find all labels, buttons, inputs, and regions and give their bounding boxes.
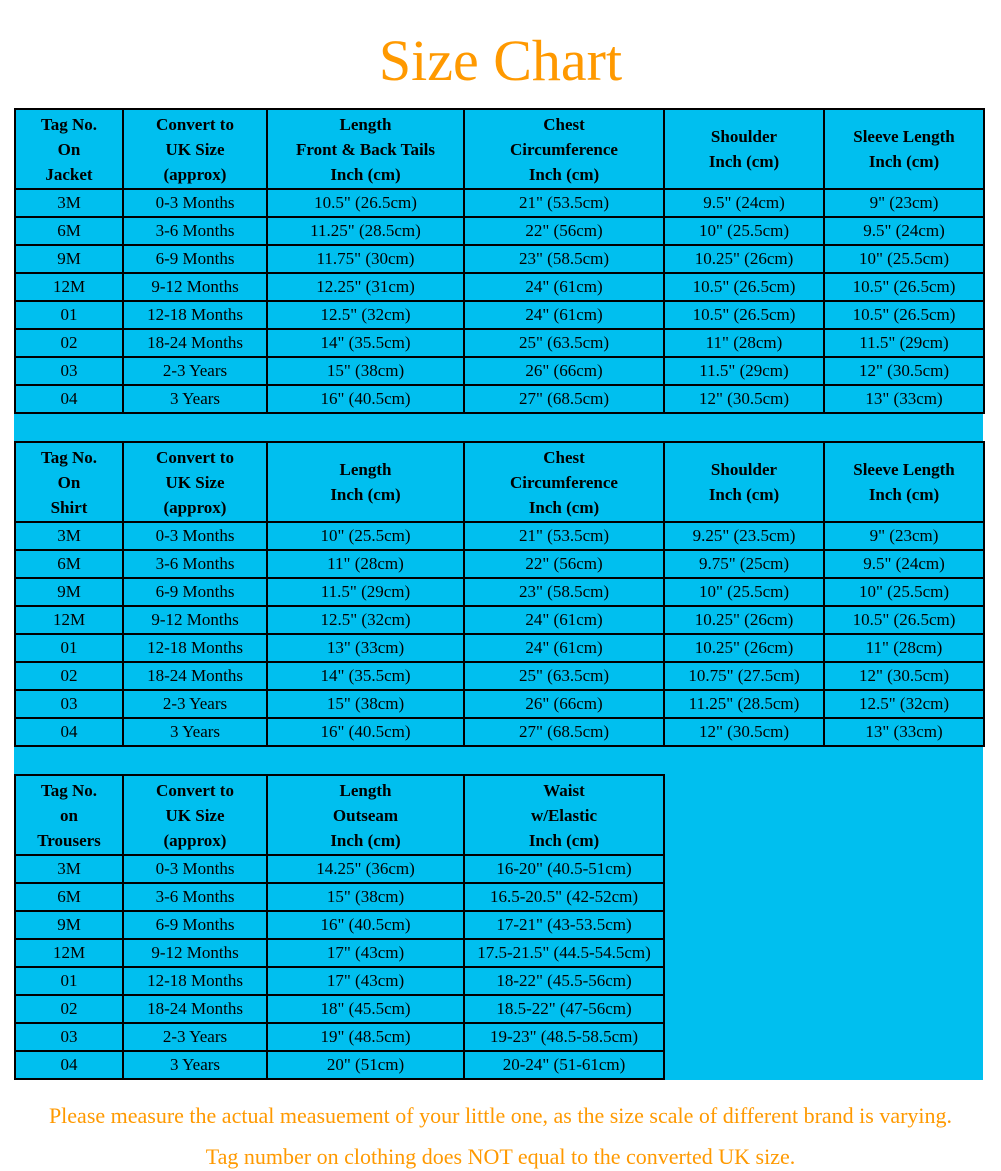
table-cell: 25" (63.5cm) [464,329,664,357]
table-cell: 12-18 Months [123,301,267,329]
table-cell: 19-23" (48.5-58.5cm) [464,1023,664,1051]
table-cell: 6-9 Months [123,578,267,606]
table-cell: 04 [15,385,123,413]
table-cell: 02 [15,662,123,690]
table-cell: 11.25" (28.5cm) [267,217,464,245]
table-cell: 03 [15,357,123,385]
table-row [15,273,984,301]
table-row [15,883,664,911]
table-cell: 10.5" (26.5cm) [824,606,984,634]
column-header: Sleeve Length Inch (cm) [824,442,984,522]
column-header: Shoulder Inch (cm) [664,442,824,522]
table-row [15,967,664,995]
table-row [15,939,664,967]
table-cell: 17" (43cm) [267,967,464,995]
table-cell: 9M [15,245,123,273]
table-cell: 9-12 Months [123,606,267,634]
table-cell: 10.25" (26cm) [664,634,824,662]
table-cell: 11.75" (30cm) [267,245,464,273]
column-header: Tag No. on Trousers [15,775,123,855]
table-cell: 04 [15,1051,123,1079]
table-cell: 24" (61cm) [464,634,664,662]
table-cell: 3 Years [123,1051,267,1079]
table-row [15,995,664,1023]
table-cell: 26" (66cm) [464,690,664,718]
table-cell: 12.5" (32cm) [267,606,464,634]
table-cell: 6-9 Months [123,245,267,273]
table-cell: 20" (51cm) [267,1051,464,1079]
table-cell: 15" (38cm) [267,690,464,718]
table-cell: 12M [15,606,123,634]
table-row [15,634,984,662]
trousers-size-table [14,774,665,1080]
table-cell: 10" (25.5cm) [824,245,984,273]
table-cell: 26" (66cm) [464,357,664,385]
table-cell: 19" (48.5cm) [267,1023,464,1051]
table-cell: 25" (63.5cm) [464,662,664,690]
table-cell: 10.25" (26cm) [664,606,824,634]
table-cell: 10.5" (26.5cm) [824,273,984,301]
table-cell: 15" (38cm) [267,357,464,385]
table-cell: 02 [15,995,123,1023]
column-header: Convert to UK Size (approx) [123,775,267,855]
table-cell: 12" (30.5cm) [824,662,984,690]
table-cell: 11.5" (29cm) [664,357,824,385]
table-cell: 9M [15,911,123,939]
table-cell: 9.5" (24cm) [664,189,824,217]
footer-note-measure: Please measure the actual measuement of your little one, as the size scale of different brand is varying. [48,1103,953,1128]
table-cell: 27" (68.5cm) [464,718,664,746]
size-chart-page [0,26,1001,1171]
table-cell: 22" (56cm) [464,217,664,245]
column-header: Length Inch (cm) [267,442,464,522]
table-cell: 12.25" (31cm) [267,273,464,301]
table-cell: 14" (35.5cm) [267,662,464,690]
table-cell: 6-9 Months [123,911,267,939]
table-cell: 12-18 Months [123,634,267,662]
table-cell: 20-24" (51-61cm) [464,1051,664,1079]
shirt-size-table [14,441,985,747]
table-cell: 9-12 Months [123,273,267,301]
table-cell: 6M [15,883,123,911]
table-row [15,690,984,718]
size-chart-background [14,108,983,1080]
table-row [15,855,664,883]
table-cell: 10.75" (27.5cm) [664,662,824,690]
table-cell: 04 [15,718,123,746]
column-header: Tag No. On Shirt [15,442,123,522]
table-cell: 3-6 Months [123,550,267,578]
table-cell: 01 [15,967,123,995]
table-cell: 24" (61cm) [464,273,664,301]
table-cell: 13" (33cm) [267,634,464,662]
table-cell: 03 [15,690,123,718]
table-cell: 3 Years [123,385,267,413]
table-cell: 12.5" (32cm) [267,301,464,329]
table-cell: 3M [15,522,123,550]
table-row [15,1051,664,1079]
table-cell: 27" (68.5cm) [464,385,664,413]
table-cell: 3-6 Months [123,217,267,245]
table-cell: 16" (40.5cm) [267,385,464,413]
table-row [15,217,984,245]
table-cell: 12" (30.5cm) [824,357,984,385]
table-row [15,245,984,273]
column-header: Chest Circumference Inch (cm) [464,109,664,189]
table-row [15,578,984,606]
table-cell: 9-12 Months [123,939,267,967]
table-row [15,662,984,690]
table-cell: 16-20" (40.5-51cm) [464,855,664,883]
table-row [15,911,664,939]
table-cell: 12.5" (32cm) [824,690,984,718]
table-cell: 2-3 Years [123,357,267,385]
table-row [15,718,984,746]
table-cell: 18-24 Months [123,329,267,357]
column-header: Chest Circumference Inch (cm) [464,442,664,522]
column-header: Waist w/Elastic Inch (cm) [464,775,664,855]
table-cell: 12" (30.5cm) [664,385,824,413]
table-row [15,329,984,357]
table-cell: 15" (38cm) [267,883,464,911]
table-cell: 11.5" (29cm) [267,578,464,606]
header-row [15,109,984,189]
table-cell: 3 Years [123,718,267,746]
table-row [15,550,984,578]
table-cell: 0-3 Months [123,855,267,883]
table-cell: 17" (43cm) [267,939,464,967]
table-cell: 10" (25.5cm) [824,578,984,606]
column-header: Shoulder Inch (cm) [664,109,824,189]
table-cell: 12M [15,939,123,967]
table-cell: 11.25" (28.5cm) [664,690,824,718]
table-cell: 01 [15,301,123,329]
table-cell: 17-21" (43-53.5cm) [464,911,664,939]
table-cell: 9" (23cm) [824,189,984,217]
table-cell: 18-22" (45.5-56cm) [464,967,664,995]
table-cell: 13" (33cm) [824,385,984,413]
page-title: Size Chart [378,28,623,93]
table-cell: 11" (28cm) [267,550,464,578]
table-cell: 16" (40.5cm) [267,911,464,939]
table-cell: 10.5" (26.5cm) [664,301,824,329]
column-header: Tag No. On Jacket [15,109,123,189]
table-cell: 2-3 Years [123,1023,267,1051]
table-cell: 10" (25.5cm) [267,522,464,550]
header-row [15,775,664,855]
table-cell: 18.5-22" (47-56cm) [464,995,664,1023]
footer-notes [0,1102,1001,1171]
table-cell: 6M [15,550,123,578]
table-cell: 9M [15,578,123,606]
table-cell: 0-3 Months [123,189,267,217]
table-cell: 10" (25.5cm) [664,217,824,245]
table-cell: 01 [15,634,123,662]
table-cell: 9.5" (24cm) [824,217,984,245]
table-cell: 6M [15,217,123,245]
table-cell: 12-18 Months [123,967,267,995]
table-cell: 24" (61cm) [464,606,664,634]
table-cell: 10.5" (26.5cm) [267,189,464,217]
column-header: Length Front & Back Tails Inch (cm) [267,109,464,189]
table-cell: 24" (61cm) [464,301,664,329]
table-cell: 21" (53.5cm) [464,522,664,550]
table-cell: 3-6 Months [123,883,267,911]
footer-note-tag-number: Tag number on clothing does NOT equal to the converted UK size. [205,1144,796,1169]
table-cell: 0-3 Months [123,522,267,550]
table-row [15,189,984,217]
table-cell: 16" (40.5cm) [267,718,464,746]
column-header: Convert to UK Size (approx) [123,442,267,522]
table-cell: 12" (30.5cm) [664,718,824,746]
table-row [15,606,984,634]
table-cell: 9.75" (25cm) [664,550,824,578]
table-cell: 10.5" (26.5cm) [664,273,824,301]
table-cell: 18-24 Months [123,662,267,690]
table-cell: 03 [15,1023,123,1051]
table-row [15,385,984,413]
table-cell: 11" (28cm) [824,634,984,662]
table-cell: 11" (28cm) [664,329,824,357]
table-cell: 11.5" (29cm) [824,329,984,357]
table-row [15,301,984,329]
table-cell: 14.25" (36cm) [267,855,464,883]
table-cell: 23" (58.5cm) [464,245,664,273]
table-cell: 2-3 Years [123,690,267,718]
table-row [15,522,984,550]
table-row [15,1023,664,1051]
table-cell: 18-24 Months [123,995,267,1023]
table-cell: 12M [15,273,123,301]
table-cell: 13" (33cm) [824,718,984,746]
table-cell: 17.5-21.5" (44.5-54.5cm) [464,939,664,967]
table-cell: 21" (53.5cm) [464,189,664,217]
table-cell: 10.5" (26.5cm) [824,301,984,329]
table-cell: 16.5-20.5" (42-52cm) [464,883,664,911]
table-cell: 3M [15,189,123,217]
table-cell: 23" (58.5cm) [464,578,664,606]
table-cell: 18" (45.5cm) [267,995,464,1023]
table-cell: 22" (56cm) [464,550,664,578]
table-cell: 3M [15,855,123,883]
table-cell: 9.25" (23.5cm) [664,522,824,550]
table-row [15,357,984,385]
table-cell: 14" (35.5cm) [267,329,464,357]
column-header: Convert to UK Size (approx) [123,109,267,189]
table-cell: 10.25" (26cm) [664,245,824,273]
column-header: Sleeve Length Inch (cm) [824,109,984,189]
table-cell: 9.5" (24cm) [824,550,984,578]
column-header: Length Outseam Inch (cm) [267,775,464,855]
jacket-size-table [14,108,985,414]
header-row [15,442,984,522]
table-cell: 02 [15,329,123,357]
table-cell: 10" (25.5cm) [664,578,824,606]
table-cell: 9" (23cm) [824,522,984,550]
